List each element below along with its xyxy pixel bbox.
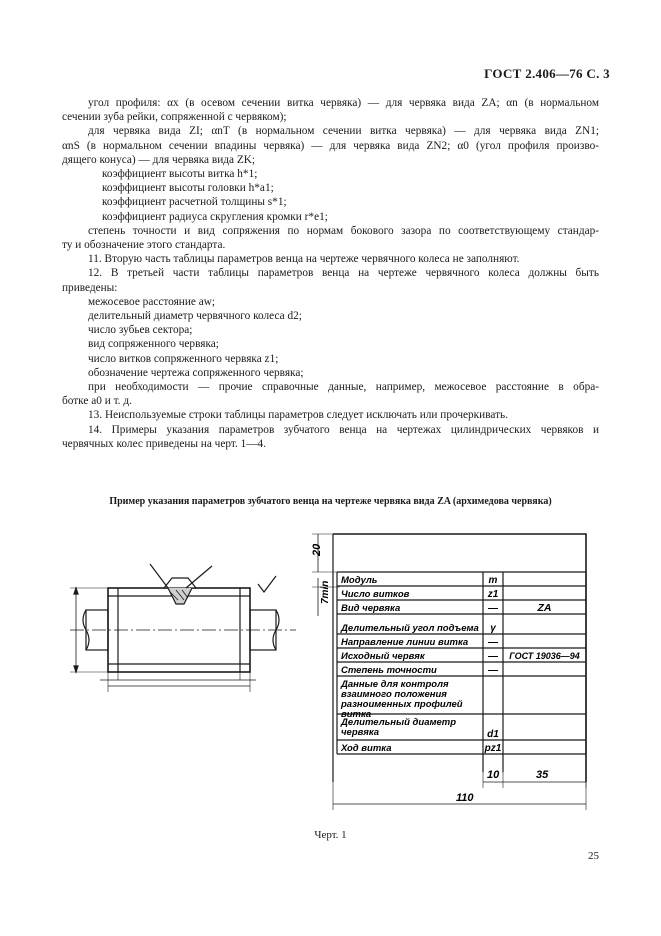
text-line: коэффициент радиуса скругления кромки r*e1; (102, 210, 328, 223)
dim-110: 110 (456, 792, 474, 804)
table-param-name: Модуль (341, 575, 378, 586)
table-param-symbol: — (488, 637, 498, 648)
text-line: число зубьев сектора; (88, 324, 193, 337)
table-param-name: Вид червяка (341, 603, 401, 614)
text-line: коэффициент расчетной толщины s*1; (102, 196, 287, 209)
text-line: коэффициент высоты витка h*1; (102, 168, 258, 181)
table-param-symbol: — (488, 665, 498, 676)
text-line: дящего конуса) — для червяка вида ZK; (62, 153, 256, 166)
page-header: ГОСТ 2.406—76 С. 3 (484, 66, 610, 81)
dim-10: 10 (487, 769, 500, 781)
text-line: ботке a0 и т. д. (62, 395, 132, 408)
body-text (62, 96, 599, 451)
table-param-symbol: — (488, 651, 498, 662)
text-line: угол профиля: αx (в осевом сечении витка червяка) — для червяка вида ZA; αn (в нормальном (88, 97, 599, 109)
table-param-name: Делительный диаметр червяка (341, 717, 457, 738)
table-param-name: Ход витка (341, 743, 392, 754)
table-param-name: Исходный червяк (341, 651, 425, 662)
figure-caption: Пример указания параметров зубчатого венца на чертеже червяка вида ZA (архимедова червяка) (109, 496, 552, 507)
table-param-symbol: d1 (487, 729, 499, 740)
table-param-name: Делительный угол подъема (341, 623, 479, 634)
table-param-value: ГОСТ 19036—94 (509, 651, 580, 661)
dim-7min: 7min (320, 580, 331, 604)
table-param-name: Данные для контроля взаимного положения разноименных профилей витка (341, 679, 463, 720)
text-line: число витков сопряженного червяка z1; (88, 352, 279, 365)
text-line: межосевое расстояние aw; (88, 295, 216, 308)
table-param-name: Направление линии витка (341, 637, 469, 648)
text-line: 11. Вторую часть таблицы параметров венца на чертеже червячного колеса не заполняют. (88, 253, 520, 266)
table-param-symbol: pz1 (484, 743, 502, 754)
page-number: 25 (588, 850, 599, 862)
text-line: вид сопряженного червяка; (88, 338, 219, 351)
table-param-name: Число витков (341, 589, 410, 600)
drawing-figure (0, 520, 661, 820)
table-param-name: Степень точности (341, 665, 437, 676)
figure-label: Черт. 1 (314, 829, 347, 841)
text-line: степень точности и вид сопряжения по нормам бокового зазора по соответствующему стандар- (88, 224, 599, 237)
table-param-value: ZA (537, 602, 552, 614)
text-line: αnS (в нормальном сечении впадины червяка) — для червяка вида ZN2; α0 (угол профиля произво- (62, 139, 599, 152)
table-param-symbol: γ (490, 623, 496, 634)
text-line: ту и обозначение этого стандарта. (62, 239, 226, 252)
text-line: 12. В третьей части таблицы параметров венца на чертеже червячного колеса должны быть (88, 267, 599, 280)
text-line: при необходимости — прочие справочные данные, например, межосевое расстояние в обра- (88, 381, 599, 394)
text-line: коэффициент высоты головки h*a1; (102, 182, 274, 195)
dim-35: 35 (536, 769, 549, 781)
text-line: обозначение чертежа сопряженного червяка; (88, 366, 304, 379)
table-param-symbol: — (488, 603, 498, 614)
text-line: сечении зуба рейки, сопряженной с червяком); (62, 111, 287, 124)
dim-20: 20 (311, 543, 323, 556)
text-line: 14. Примеры указания параметров зубчатого венца на чертежах цилиндрических червяков и (88, 423, 599, 436)
text-line: делительный диаметр червячного колеса d2; (88, 310, 302, 323)
text-line: червячных колес приведены на черт. 1—4. (62, 437, 267, 450)
text-line: приведены: (62, 281, 118, 294)
text-line: 13. Неиспользуемые строки таблицы параметров следует исключать или прочеркивать. (88, 409, 509, 422)
worm-drawing (70, 564, 296, 692)
table-param-symbol: z1 (487, 589, 499, 600)
text-line: для червяка вида ZI; αnT (в нормальном сечении витка червяка) — для червяка вида ZN1; (88, 125, 599, 138)
table-param-symbol: m (488, 575, 498, 586)
